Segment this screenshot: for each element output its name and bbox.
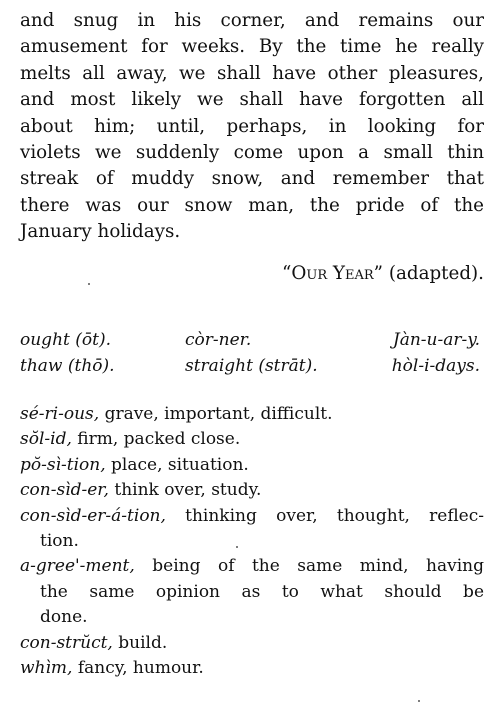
pronunciation-row [20,356,480,382]
vocab-definition: build. [118,632,168,653]
paragraph-line: streak of muddy snow, and remember that [20,168,484,190]
vocab-first-line [20,427,484,452]
pronunciation-row [20,330,480,356]
vocab-definition-continued: tion. [40,531,79,552]
vocab-definition: grave, important, difficult. [104,404,333,424]
vocab-definition: fancy, humour. [77,658,204,679]
paragraph-line: about him; until, perhaps, in looking for [20,115,484,137]
vocab-entry [20,427,484,452]
vocab-entry [20,478,484,503]
pronunciation-word: ought (ōt). [20,330,111,350]
vocab-word: pŏ-sì-tion, [20,454,106,475]
vocab-definition-continued: done. [40,607,88,628]
vocab-first-line [20,554,484,579]
paragraph-line: violets we suddenly come upon a small thin [20,142,484,164]
vocab-entry [20,453,484,478]
pronunciation-word: thaw (thō). [20,356,115,376]
vocab-definition-continued: the same opinion as to what should be [40,581,484,602]
vocab-first-line [20,656,484,681]
vocab-first-line [20,453,484,478]
paragraph-line: there was our snow man, the pride of the [20,194,484,216]
vocab-entry [20,631,484,656]
vocab-word: con-sìd-er-á-tion, [20,505,166,526]
vocab-entry [20,656,484,681]
pronunciation-word: hòl-i-days. [391,356,480,376]
vocab-definition: firm, packed close. [77,429,241,450]
vocab-word: whìm, [20,658,73,679]
vocab-first-line [20,478,484,503]
source-attribution [200,263,484,284]
vocab-word: con-strŭct, [20,632,113,653]
vocab-definition: being of the same mind, having [152,556,485,577]
source-title: Our Year [291,263,374,284]
paragraph-line: and snug in his corner, and remains our [20,10,484,31]
vocab-first-line [20,402,484,427]
story-paragraph [20,8,484,246]
vocab-definition: think over, study. [114,480,262,501]
paragraph-line: amusement for weeks. By the time he really [20,36,484,58]
open-quote: “ [282,263,292,284]
vocab-entry [20,504,484,555]
close-quote: ” [373,263,384,284]
source-note: (adapted). [388,263,484,284]
pronunciation-word: còr-ner. [185,330,252,350]
print-speck [418,700,420,702]
pronunciation-word: Jàn-u-ar-y. [392,330,480,350]
vocab-first-line [20,504,484,529]
print-speck [236,546,238,548]
vocab-entry [20,402,484,427]
vocab-word: con-sìd-er, [20,480,109,501]
paragraph-line: and most likely we shall have forgotten all [20,89,484,111]
vocabulary-list [20,402,484,681]
vocab-entry [20,554,484,630]
vocab-word: sŏl-id, [20,429,72,450]
paragraph-line: January holidays. [20,221,181,243]
pronunciation-word: straight (strāt). [185,356,318,376]
vocab-word: a-gree'-ment, [20,556,135,577]
paragraph-line: melts all away, we shall have other pleasures, [20,62,484,84]
vocab-first-line [20,631,484,656]
vocab-definition: thinking over, thought, reflec- [185,505,485,526]
vocab-word: sé-ri-ous, [20,404,100,424]
print-speck [88,283,90,285]
vocab-definition: place, situation. [111,454,249,475]
